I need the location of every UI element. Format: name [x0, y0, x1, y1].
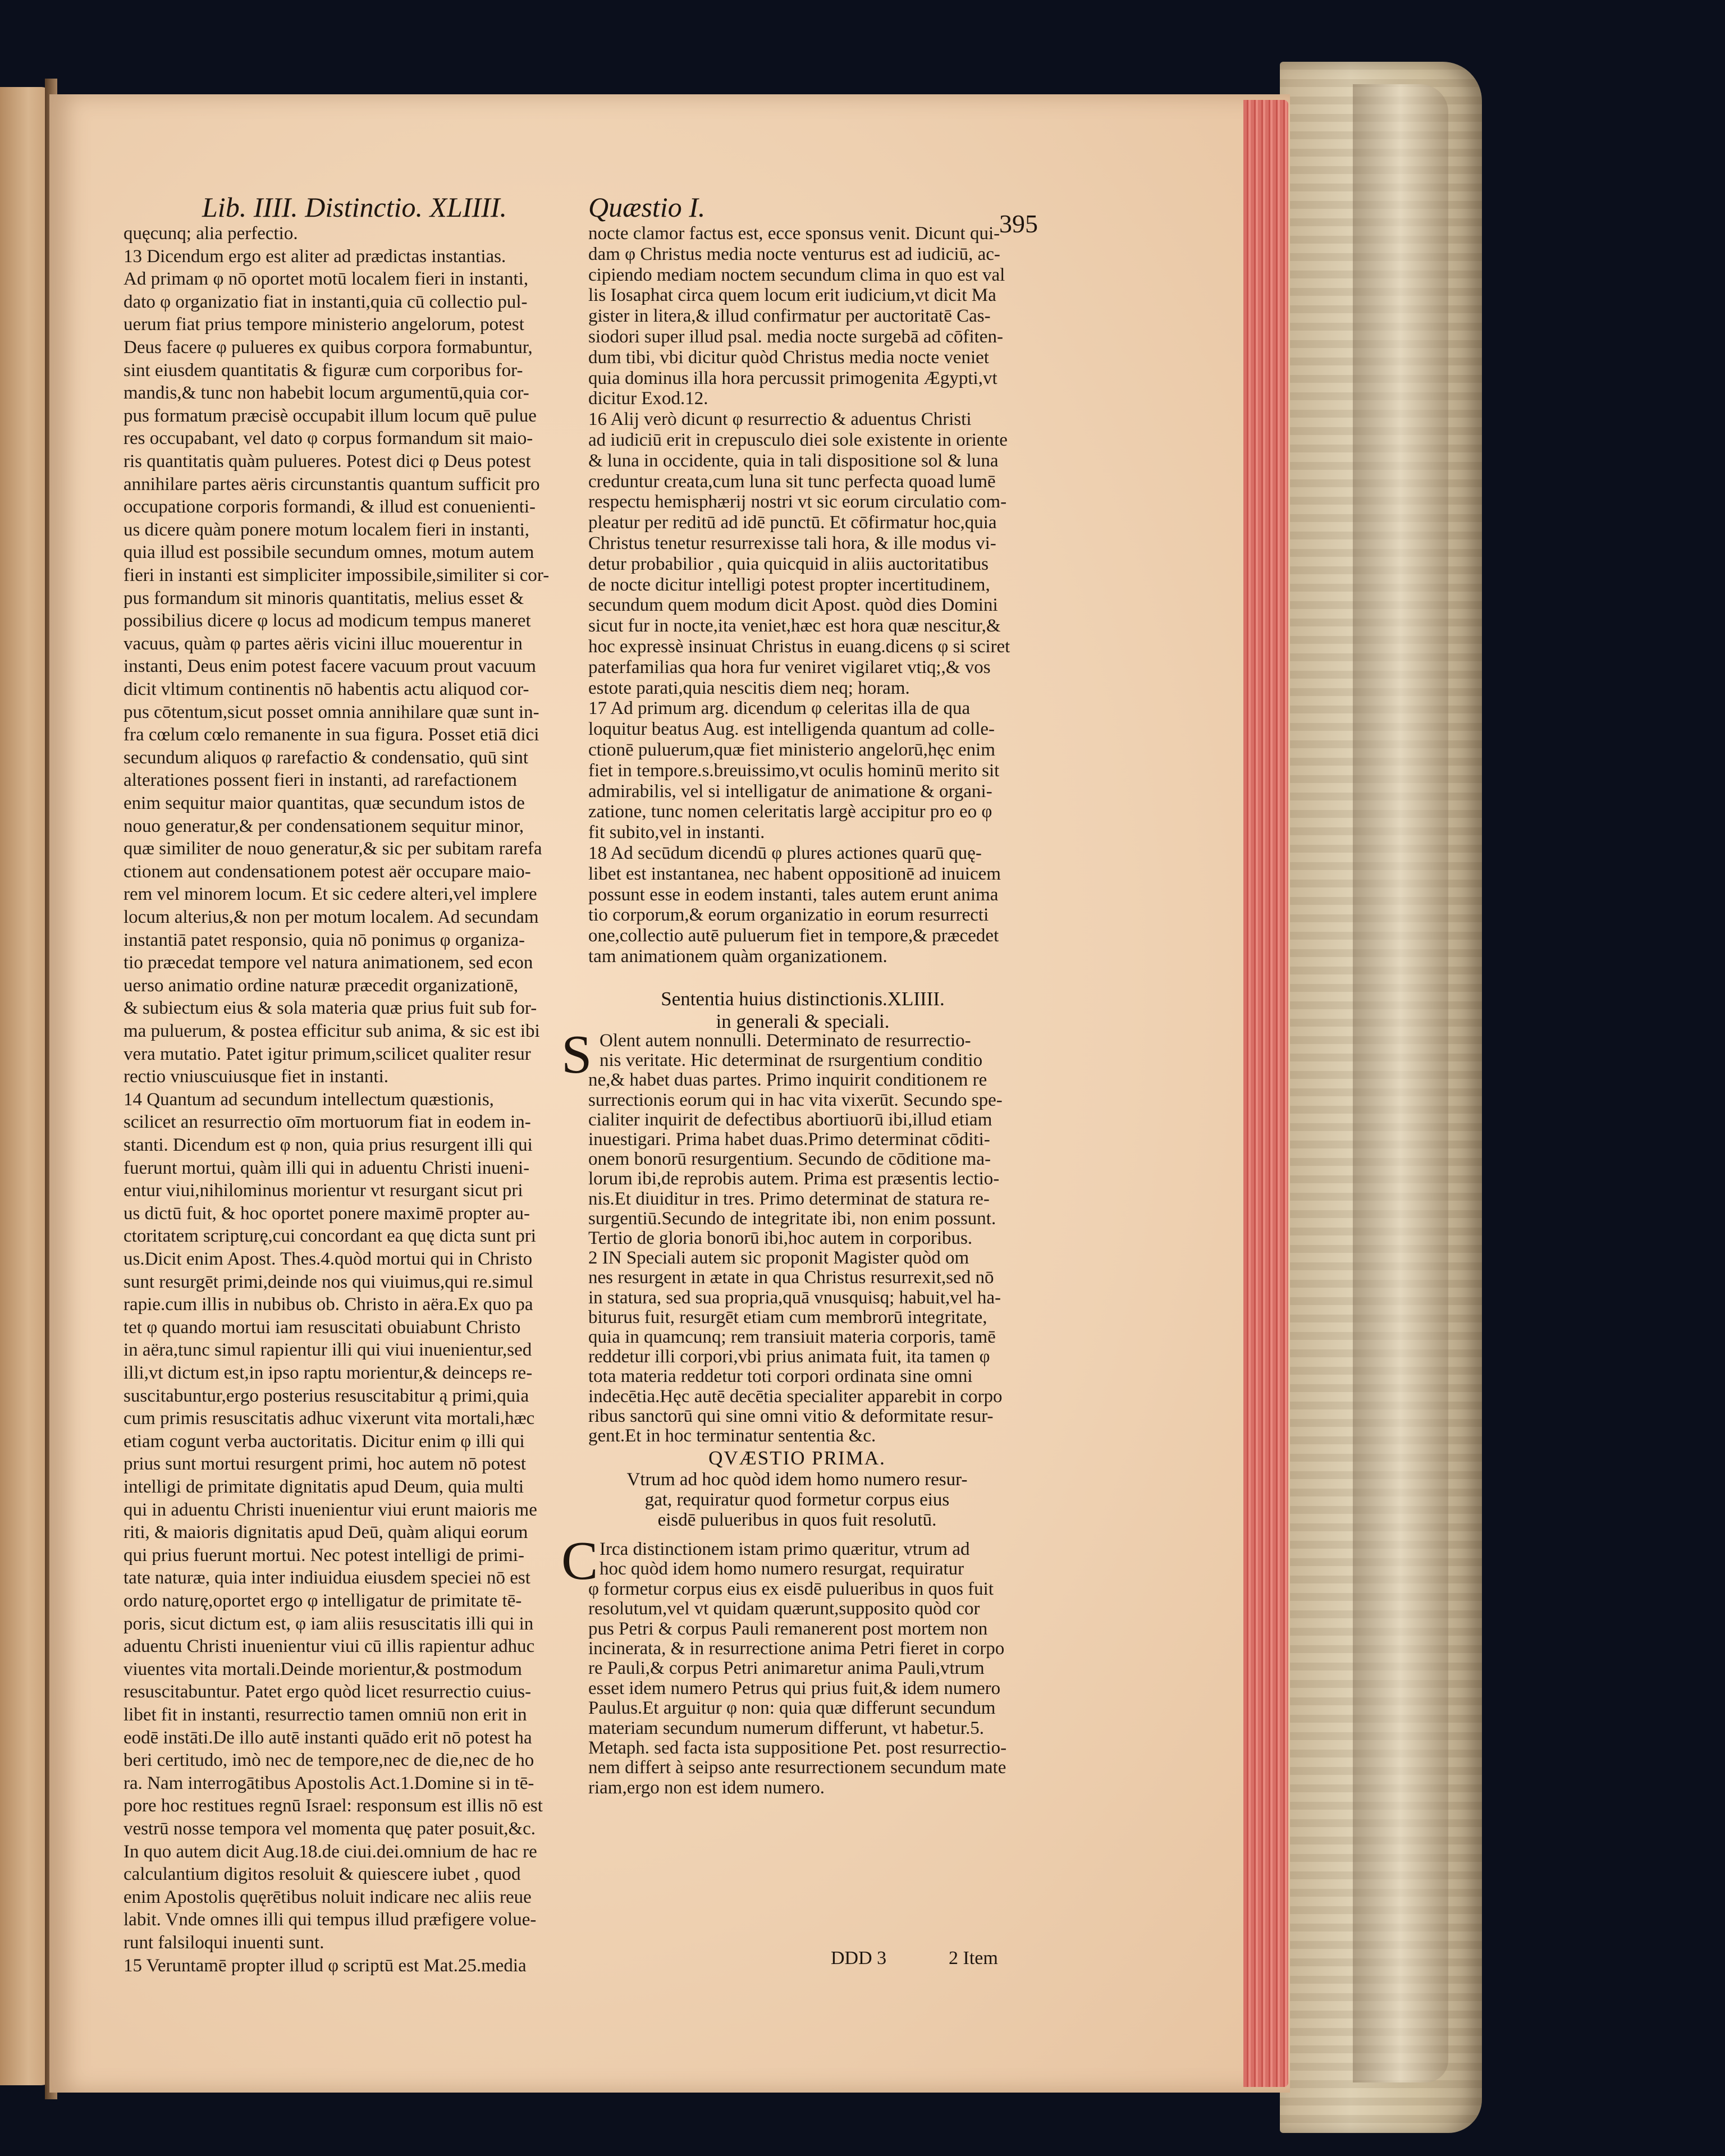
text-line: calculantium digitos resoluit & quiescere iubet , quod [123, 1864, 521, 1885]
text-line: de nocte dicitur intelligi potest propter incertitudinem, [588, 574, 990, 595]
text-line: labit. Vnde omnes illi qui tempus illud præfigere volue- [123, 1910, 537, 1930]
text-line: sint eiusdem quantitatis & figuræ cum corporibus for- [123, 360, 523, 381]
text-line: uerso animatio ordine naturæ præcedit organizationē, [123, 975, 519, 996]
sententia-heading: Sententia huius distinctionis.XLIIII. [661, 988, 945, 1010]
text-line: enim Apostolis quęrētibus noluit indicare nec aliis reue [123, 1887, 532, 1907]
text-line: nes resurgent in ætate in qua Christus resurrexit,sed nō [588, 1267, 994, 1288]
text-line: biturus fuit, resurgēt etiam cum membrorū integritate, [588, 1307, 987, 1328]
text-line: lis Iosaphat circa quem locum erit iudicium,vt dicit Ma [588, 285, 996, 306]
text-line: locum alterius,& non per motum localem. Ad secundam [123, 907, 539, 927]
quaestio-sub-2: gat, requiratur quod formetur corpus eius [644, 1490, 950, 1510]
text-line: riam,ergo non est idem numero. [588, 1777, 825, 1798]
text-line: poris, sicut dictum est, φ iam aliis resuscitatis illi qui in [123, 1613, 534, 1634]
text-line: gister in litera,& illud confirmatur per auctoritatē Cas- [588, 306, 991, 327]
text-line: enim sequitur maior quantitas, quæ secundum istos de [123, 793, 525, 813]
quaestio-sub-1: Vtrum ad hoc quòd idem homo numero resur- [626, 1470, 968, 1490]
text-line: zatione, tunc nomen celeritatis largè accipitur pro eo φ [588, 802, 992, 822]
text-line: 17 Ad primum arg. dicendum φ celeritas illa de qua [588, 698, 971, 719]
text-line: qui prius fuerunt mortui. Nec potest intelligi de primi- [123, 1545, 524, 1565]
text-line: quia in quamcunq; rem transiuit materia corporis, tamē [588, 1327, 996, 1347]
text-line: quæ similiter de nouo generatur,& sic per subitam rarefa [123, 839, 542, 859]
text-line: tet φ quando mortui iam resuscitati obuiabunt Christo [123, 1317, 521, 1338]
text-line: onem bonorū resurgentium. Secundo de cōditione ma- [588, 1149, 991, 1170]
text-line: Deus facere φ pulueres ex quibus corpora formabuntur, [123, 337, 533, 358]
text-line: mandis,& tunc non habebit locum argumentū,quia cor- [123, 383, 529, 404]
text-line: fuerunt mortui, quàm illi qui in aduentu Christi inueni- [123, 1157, 530, 1178]
text-line: suscitabuntur,ergo posterius resuscitabitur ą primi,quia [123, 1385, 529, 1406]
text-line: admirabilis, vel si intelligatur de animatione & organi- [588, 781, 992, 802]
text-line: & luna in occidente, quia in tali dispositione sol & luna [588, 450, 999, 471]
text-line: pus Petri & corpus Pauli remanerent post mortem non [588, 1618, 988, 1639]
text-line: fra cœlum cœlo remanente in sua figura. Posset etiā dici [123, 725, 539, 745]
text-line: scilicet an resurrectio oīm mortuorum fiat in eodem in- [123, 1112, 531, 1133]
text-line: dum tibi, vbi dicitur quòd Christus media nocte veniet [588, 347, 989, 368]
text-line: entur viui,nihilominus morientur vt resurgant sicut pri [123, 1180, 523, 1201]
text-line: hoc expressè insinuat Christus in euang.dicens φ si sciret [588, 637, 1010, 657]
text-line: tate naturæ, quia inter indiuidua eiusdem speciei nō est [123, 1568, 530, 1589]
drop-initial-s: S [561, 1024, 592, 1085]
text-line: possunt esse in eodem instanti, tales autem erunt anima [588, 884, 999, 905]
red-page-edges [1243, 100, 1288, 2087]
text-line: hoc quòd idem homo numero resurgat, requiratur [600, 1559, 964, 1580]
text-line: us.Dicit enim Apost. Thes.4.quòd mortui qui in Christo [123, 1249, 533, 1269]
text-line: detur probabilior , quia quicquid in aliis auctoritatibus [588, 553, 989, 574]
text-line: etiam cogunt verba auctoritatis. Dicitur enim φ illi qui [123, 1431, 525, 1452]
text-line: vacuus, quàm φ partes aëris vicini illuc mouerentur in [123, 633, 523, 654]
text-line: one,collectio autē puluerum fiet in tempore,& præcedet [588, 926, 999, 946]
text-line: gent.Et in hoc terminatur sententia &c. [588, 1426, 876, 1446]
text-line: ordo naturę,oportet ergo φ intelligatur de primitate tē- [123, 1591, 522, 1611]
text-line: pleatur per reditū ad idē punctū. Et cōfirmatur hoc,quia [588, 512, 997, 533]
text-line: ris quantitatis quàm pulueres. Potest dici φ Deus potest [123, 451, 531, 472]
text-line: indecētia.Hęc autē decētia specialiter apparebit in corpo [588, 1386, 1003, 1407]
text-line: rectio vniuscuiusque fiet in instanti. [123, 1066, 388, 1087]
text-line: respectu hemisphærij nostri vt sic eorum circulatio com- [588, 492, 1007, 512]
text-line: qui in aduentu Christi inuenientur viui erunt maioris me [123, 1499, 537, 1520]
text-line: In quo autem dicit Aug.18.de ciui.dei.omnium de hac re [123, 1841, 537, 1862]
text-line: runt falsiloqui inuenti sunt. [123, 1933, 324, 1953]
text-line: ctoritatem scripturę,cui concordant ea quę dicta sunt pri [123, 1226, 536, 1247]
text-line: inuestigari. Prima habet duas.Primo determinat cōditi- [588, 1129, 990, 1150]
text-line: paterfamilias qua hora fur veniret vigilaret vtiq;,& vos [588, 657, 991, 678]
text-line: cipiendo mediam noctem secundum clima in quo est val [588, 264, 1005, 285]
text-line: fieri in instanti est simpliciter impossibile,similiter si cor- [123, 565, 550, 585]
text-line: siodori super illud psal. media nocte surgebā ad cōfiten- [588, 327, 1003, 347]
text-line: aduentu Christi inuenientur viui cū illis rapientur adhuc [123, 1636, 535, 1657]
text-line: loquitur beatus Aug. est intelligenda quantum ad colle- [588, 719, 995, 740]
text-line: dicitur Exod.12. [588, 388, 708, 409]
text-line: nouo generatur,& per condensationem sequitur minor, [123, 816, 524, 836]
text-line: Metaph. sed facta ista suppositione Pet. post resurrectio- [588, 1738, 1007, 1758]
text-line: surrectionis eorum qui in hac vita vixerūt. Secundo spe- [588, 1090, 1003, 1110]
text-line: 13 Dicendum ergo est aliter ad prædictas instantias. [123, 246, 506, 267]
text-line: uerum fiat prius tempore ministerio angelorum, potest [123, 314, 524, 335]
text-line: libet est instantanea, nec habent oppositionē ad inuicem [588, 863, 1001, 884]
text-line: pus formandum sit minoris quantitatis, melius esset & [123, 588, 524, 608]
text-line: creduntur creata,cum luna sit tunc perfecta quoad lumē [588, 471, 996, 492]
text-line: secundum quem modum dicit Apost. quòd dies Domini [588, 595, 998, 616]
text-line: us dicere quàm ponere motum localem fieri in instanti, [123, 519, 530, 540]
text-line: Tertio de gloria bonorū ibi,hoc autem in corporibus. [588, 1228, 973, 1248]
text-line: fit subito,vel in instanti. [588, 822, 765, 843]
running-head-left: Lib. IIII. Distinctio. XLIIII. [202, 191, 507, 223]
text-line: sicut fur in nocte,ita veniet,hæc est hora quæ nescitur,& [588, 616, 1001, 637]
text-line: materiam secundum numerum differunt, vt habetur.5. [588, 1718, 985, 1738]
text-line: 15 Veruntamē propter illud φ scriptū est Mat.25.media [123, 1955, 527, 1976]
quaestio-sub-3: eisdē pulueribus in quos fuit resolutū. [657, 1510, 937, 1530]
text-line: possibilius dicere φ locus ad modicum tempus maneret [123, 611, 531, 631]
text-line: esset idem numero Petrus qui prius fuit,& idem numero [588, 1678, 1001, 1699]
text-line: viuentes vita mortali.Deinde morientur,& postmodum [123, 1659, 522, 1679]
text-line: pus formatum præcisè occupabit illum locum quē pulue [123, 405, 537, 426]
text-line: vera mutatio. Patet igitur primum,scilicet qualiter resur [123, 1043, 531, 1064]
text-line: Olent autem nonnulli. Determinato de resurrectio- [600, 1031, 971, 1051]
text-line: rem vel minorem locum. Et sic cedere alteri,vel implere [123, 884, 537, 905]
text-line: estote parati,quia nescitis diem neq; horam. [588, 678, 910, 698]
text-line: tota materia reddetur toti corpori ordinata sine omni [588, 1366, 973, 1387]
text-line: pore hoc restitues regnū Israel: responsum est illis nō est [123, 1796, 543, 1816]
text-line: rapie.cum illis in nubibus ob. Christo in aëra.Ex quo pa [123, 1294, 533, 1315]
text-line: cum primis resuscitatis adhuc vixerunt vita mortali,hæc [123, 1408, 535, 1429]
text-line: resuscitabuntur. Patet ergo quòd licet resurrectio cuius- [123, 1682, 532, 1702]
sententia-subheading: in generali & speciali. [716, 1010, 890, 1032]
text-line: instanti, Deus enim potest facere vacuum prout vacuum [123, 656, 536, 677]
text-line: instantiā patet responsio, quia nō ponimus φ organiza- [123, 930, 525, 950]
text-line: illi,vt dictum est,in ipso raptu morientur,& deinceps re- [123, 1363, 533, 1383]
text-line: nocte clamor factus est, ecce sponsus venit. Dicunt qui- [588, 223, 1000, 244]
text-line: alterationes possent fieri in instanti, ad rarefactionem [123, 770, 517, 791]
text-line: in statura, sed sua propria,quā vnusquisq; habuit,vel ha- [588, 1287, 1001, 1308]
text-line: Irca distinctionem istam primo quæritur, vtrum ad [600, 1539, 970, 1559]
text-line: & subiectum eius & sola materia quæ prius fuit sub for- [123, 998, 537, 1019]
text-line: dicit vltimum continentis nō habentis actu aliquod cor- [123, 679, 529, 699]
text-line: beri certitudo, imò nec de tempore,nec de die,nec de ho [123, 1750, 534, 1771]
text-line: libet fit in instanti, resurrectio tamen omniū non erit in [123, 1705, 527, 1725]
text-line: resolutum,vel vt quidam quærunt,supposito quòd cor [588, 1599, 980, 1619]
text-line: riti, & maioris dignitatis apud Deū, quàm aliqui eorum [123, 1522, 528, 1543]
text-line: ad iudiciū erit in crepusculo diei sole existente in oriente [588, 430, 1008, 450]
quaestio-heading: QVÆSTIO PRIMA. [708, 1447, 886, 1469]
text-line: stanti. Dicendum est φ non, quia prius resurgent illi qui [123, 1135, 533, 1155]
text-line: ra. Nam interrogātibus Apostolis Act.1.Domine si in tē- [123, 1773, 534, 1793]
text-line: 18 Ad secūdum dicendū φ plures actiones quarū quę- [588, 843, 982, 863]
vellum-fold [1353, 84, 1448, 2082]
text-line: nem differt à seipso ante resurrectionem secundum mate [588, 1757, 1006, 1778]
text-line: 2 IN Speciali autem sic proponit Magister quòd om [588, 1248, 969, 1269]
text-line: secundum aliquos φ rarefactio & condensatio, quū sint [123, 747, 529, 768]
text-line: quia dominus illa hora percussit primogenita Ægypti,vt [588, 368, 998, 388]
text-line: eodē instāti.De illo autē instanti quādo erit nō potest ha [123, 1727, 532, 1748]
text-line: quia illud est possibile secundum omnes, motum autem [123, 542, 534, 563]
folio-number: 395 [999, 209, 1038, 238]
text-line: re Pauli,& corpus Petri animaretur anima Pauli,vtrum [588, 1658, 985, 1679]
text-line: ma puluerum, & postea efficitur sub anima, & sic est ibi [123, 1021, 540, 1041]
text-line: reddetur illi corpori,vbi prius animata fuit, ita tamen φ [588, 1347, 990, 1367]
text-line: Christus tenetur resurrexisse tali hora, & ille modus vi- [588, 533, 996, 553]
running-head-center: Quæstio I. [588, 191, 706, 223]
text-line: pus cōtentum,sicut posset omnia annihilare quæ sunt in- [123, 702, 539, 722]
text-line: occupatione corporis formandi, & illud est conuenienti- [123, 497, 536, 518]
text-line: tam animationem quàm organizationem. [588, 946, 887, 967]
text-line: quęcunq; alia perfectio. [123, 223, 298, 244]
text-line: surgentiū.Secundo de integritate ibi, non enim possunt. [588, 1208, 996, 1229]
text-line: nis.Et diuiditur in tres. Primo determinat de statura re- [588, 1188, 990, 1209]
text-line: 14 Quantum ad secundum intellectum quæstionis, [123, 1089, 494, 1110]
catchword: 2 Item [949, 1948, 998, 1969]
text-line: ne,& habet duas partes. Primo inquirit conditionem re [588, 1070, 987, 1091]
text-line: res occupabant, vel dato φ corpus formandum sit maio- [123, 428, 533, 449]
text-line: Paulus.Et arguitur φ non: quia quæ differunt secundum [588, 1698, 996, 1719]
text-line: ctionē puluerum,quæ fiet ministerio angelorū,hęc enim [588, 740, 995, 760]
text-line: incinerata, & in resurrectione anima Petri fieret in corpo [588, 1638, 1005, 1659]
text-line: 16 Alij verò dicunt φ resurrectio & aduentus Christi [588, 409, 972, 430]
text-line: ribus sanctorū qui sine omni vitio & deformitate resur- [588, 1406, 994, 1426]
text-line: prius sunt mortui resurgent primi, hoc autem nō potest [123, 1454, 527, 1475]
text-line: fiet in tempore.s.breuissimo,vt oculis hominū merito sit [588, 760, 1000, 781]
text-line: dato φ organizatio fiat in instanti,quia cū collectio pul- [123, 291, 528, 312]
text-line: vestrū nosse tempora vel momenta quę pater posuit,&c. [123, 1819, 536, 1839]
text-line: us dictū fuit, & hoc oportet ponere maximē propter au- [123, 1203, 530, 1224]
text-line: ctionem aut condensationem potest aër occupare maio- [123, 861, 531, 882]
text-line: cialiter inquirit de defectibus abortiuorū ibi,illud etiam [588, 1109, 992, 1130]
text-line: annihilare partes aëris circunstantis quantum sufficit pro [123, 474, 540, 495]
drop-initial-c: C [561, 1531, 598, 1591]
text-line: tio præcedat tempore vel natura animationem, sed econ [123, 953, 533, 973]
text-line: intelligi de primitate dignitatis apud Deum, quia multi [123, 1477, 524, 1497]
text-line: lorum ibi,de reprobis autem. Prima est præsentis lectio- [588, 1169, 1000, 1189]
text-line: φ formetur corpus eius ex eisdē pulueribus in quos fuit [588, 1578, 994, 1599]
text-line: Ad primam φ nō oportet motū localem fieri in instanti, [123, 269, 529, 290]
facing-page-edge [0, 87, 52, 2085]
text-line: nis veritate. Hic determinat de rsurgentium conditio [600, 1050, 983, 1071]
text-line: tio corporum,& eorum organizatio in eorum resurrecti [588, 905, 989, 926]
text-line: dam φ Christus media nocte venturus est ad iudiciū, ac- [588, 244, 1000, 264]
text-line: in aëra,tunc simul rapientur illi qui viui inuenientur,sed [123, 1340, 532, 1361]
signature-mark: DDD 3 [831, 1948, 887, 1969]
text-line: sunt resurgēt primi,deinde nos qui viuimus,qui re.simul [123, 1271, 533, 1292]
